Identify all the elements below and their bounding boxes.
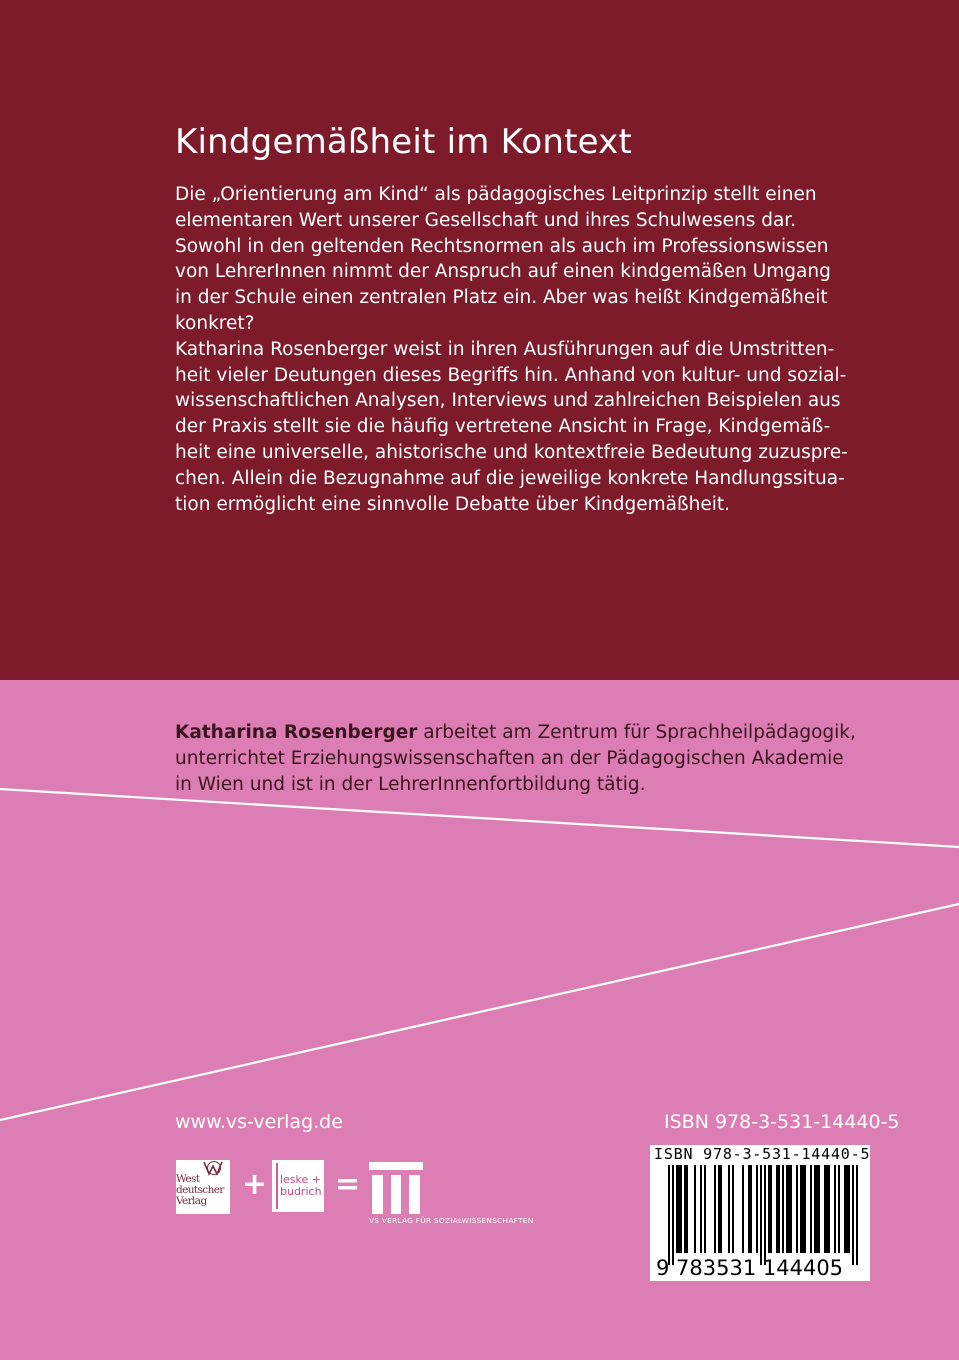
barcode-bar [680,1165,682,1253]
barcode-bar [796,1165,798,1253]
blurb-line: Sowohl in den geltenden Rechtsnormen als auch im Professionswissen [175,235,829,257]
barcode-bar [848,1165,850,1253]
barcode-bar [824,1165,826,1253]
barcode-bar [816,1165,818,1253]
barcode-bar [742,1165,744,1253]
leske-budrich-logo [272,1160,324,1212]
barcode-ean-digits: 9 783531 144405 [656,1256,844,1280]
barcode-bar [788,1165,790,1253]
equals-sign: = [335,1167,361,1202]
barcode-box [650,1145,870,1281]
author-name: Katharina Rosenberger [175,722,418,743]
barcode-bar [786,1165,788,1253]
blurb-line: der Praxis stellt sie die häufig vertretene Ansicht in Frage, Kindgemäß- [175,416,831,438]
barcode-bar [764,1165,766,1265]
author-bio [175,720,895,798]
barcode-bar [756,1165,758,1253]
plus-sign: + [242,1167,268,1202]
barcode-bar [810,1165,812,1253]
author-bio-first-line [175,720,895,746]
barcode-bar [720,1165,722,1253]
barcode-bar [838,1165,840,1253]
barcode-bar [844,1165,846,1253]
blurb-line: tion ermöglicht eine sinnvolle Debatte über Kindgemäßheit. [175,493,730,515]
barcode-bar [770,1165,772,1253]
barcode-bar [732,1165,734,1253]
wd-logo-text [176,1174,230,1207]
author-bio-text: arbeitet am Zentrum für Sprachheilpädagogik, [423,722,856,743]
barcode-bar [856,1165,858,1265]
decorative-line-lower [0,904,959,1120]
barcode-bar [704,1165,706,1253]
blurb-line: elementaren Wert unserer Gesellschaft und ihres Schulwesens dar. [175,209,797,231]
barcode-bar [684,1165,686,1253]
barcode-bar [714,1165,716,1253]
barcode-bar [686,1165,688,1253]
barcode-bar [750,1165,752,1253]
westdeutscher-verlag-logo [176,1160,230,1214]
blurb-line: heit eine universelle, ahistorische und kontextfreie Bedeutung zuzuspre- [175,441,848,463]
barcode-bar [700,1165,702,1253]
book-title: Kindgemäßheit im Kontext [175,122,633,162]
barcode-bar [676,1165,678,1253]
barcode-bar [814,1165,816,1253]
isbn-label: ISBN 978-3-531-14440-5 [664,1111,900,1133]
barcode-bar [718,1165,720,1253]
blurb-line: heit vieler Deutungen dieses Begriffs hin. Anhand von kultur- und sozial- [175,364,847,386]
barcode-bar [828,1165,830,1253]
blurb-line: in der Schule einen zentralen Platz ein. Aber was heißt Kindgemäßheit [175,287,828,309]
barcode-bar [852,1165,854,1265]
publisher-url[interactable]: www.vs-verlag.de [175,1111,343,1133]
blurb-line: chen. Allein die Bezugnahme auf die jeweilige konkrete Handlungssitua- [175,467,845,489]
wd-logo-line: deutscher [176,1184,224,1196]
lb-logo-text: leske + budrich [280,1173,322,1198]
book-blurb [175,182,875,517]
barcode-bar [728,1165,730,1253]
barcode-bar [818,1165,820,1253]
barcode-bar [800,1165,802,1253]
barcode-bar [782,1165,784,1253]
barcode-isbn-text: ISBN 978-3-531-14440-5 [654,1145,871,1163]
barcode-bar [804,1165,806,1253]
barcode-bar [802,1165,804,1253]
blurb-line: Katharina Rosenberger weist in ihren Ausführungen auf die Umstritten- [175,338,835,360]
barcode-bar [846,1165,848,1253]
barcode-bar [834,1165,836,1253]
barcode-bar [776,1165,778,1253]
blurb-line: von LehrerInnen nimmt der Anspruch auf einen kindgemäßen Umgang [175,261,831,283]
barcode-bar [678,1165,680,1253]
barcode-bar [790,1165,792,1253]
vs-verlag-label: VS VERLAG FÜR SOZIALWISSENSCHAFTEN [369,1216,534,1225]
lb-bar-icon [276,1163,278,1209]
barcode-bar [826,1165,828,1253]
author-bio-line: unterrichtet Erziehungswissenschaften an der Pädagogischen Akademie [175,748,844,769]
barcode-bar [778,1165,780,1253]
barcode-bar [748,1165,750,1253]
author-bio-line: in Wien und ist in der LehrerInnenfortbildung tätig. [175,774,646,795]
barcode-bar [668,1165,670,1265]
barcode-bar [768,1165,770,1253]
blurb-line: Die „Orientierung am Kind“ als pädagogisches Leitprinzip stellt einen [175,184,817,205]
barcode-bar [694,1165,696,1253]
vs-verlag-logo-icon [369,1162,423,1214]
blurb-line: wissenschaftlichen Analysen, Interviews und zahlreichen Beispielen aus [175,390,841,412]
blurb-line: konkret? [175,312,255,334]
wd-logo-line: Verlag [176,1195,207,1207]
barcode-bar [672,1165,674,1265]
barcode-bar [760,1165,762,1265]
wd-logo-line: West [176,1173,200,1185]
